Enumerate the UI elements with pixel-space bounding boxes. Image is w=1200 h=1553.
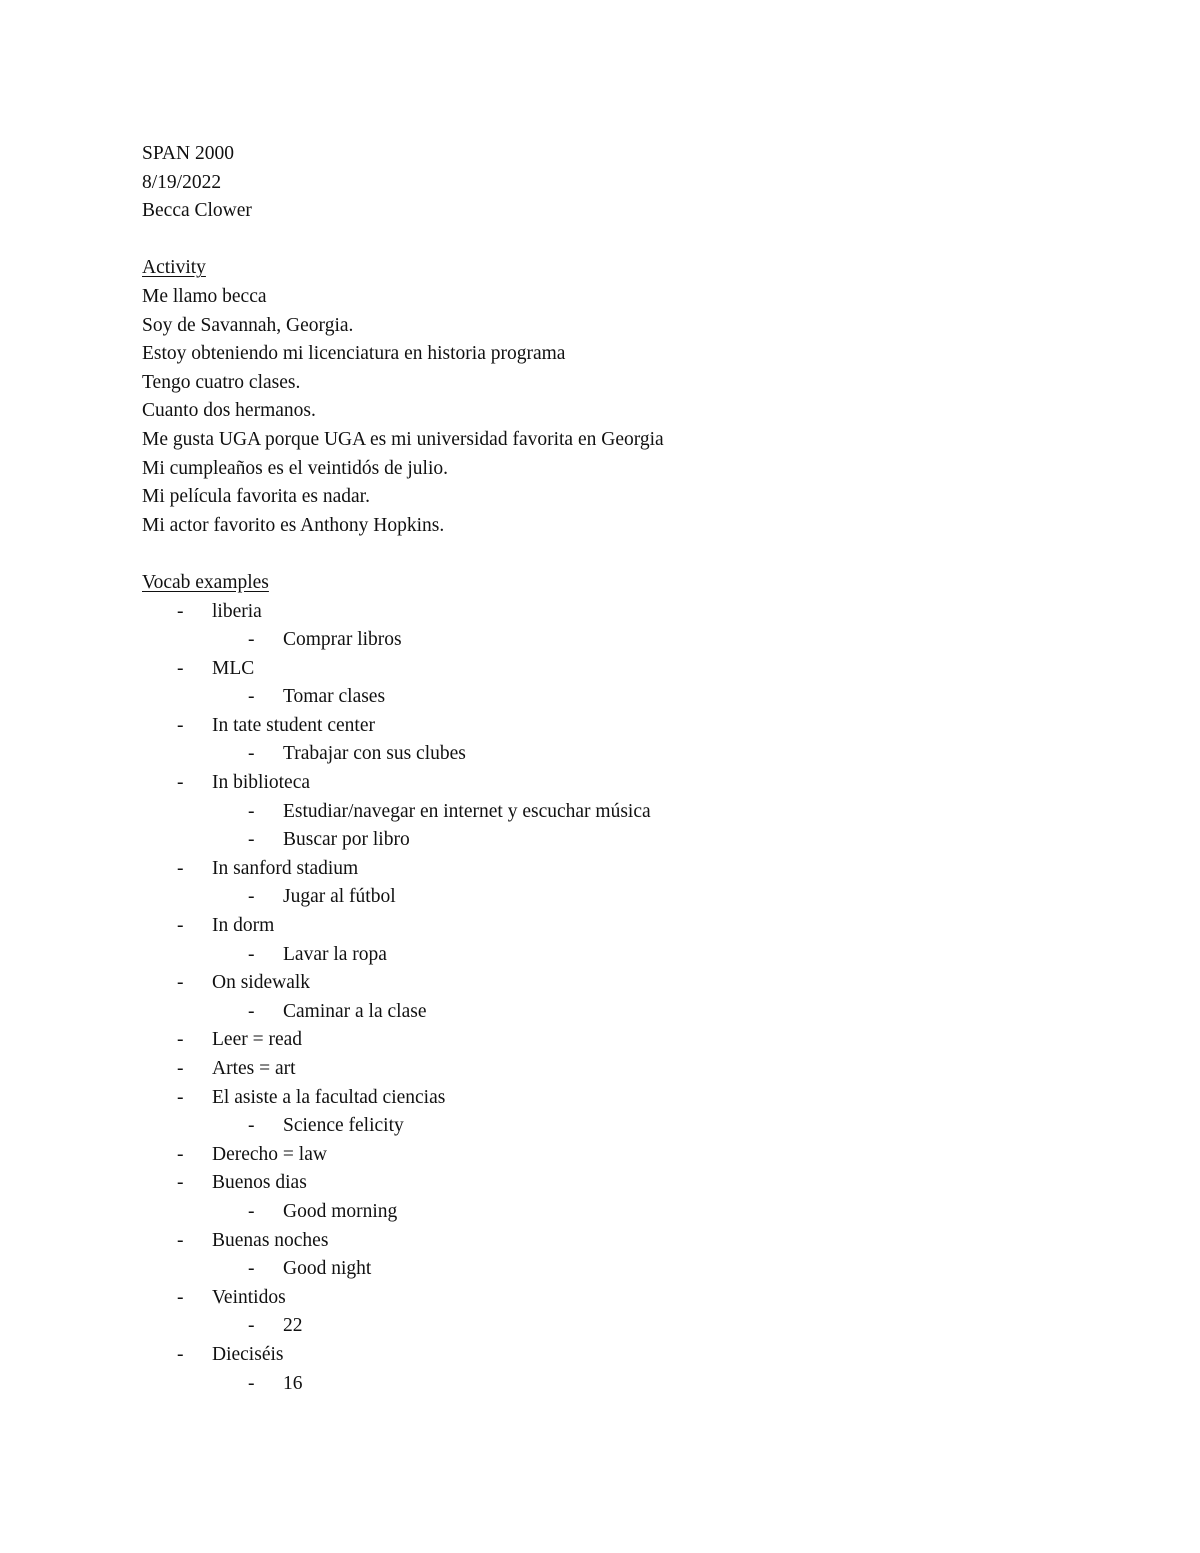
activity-line: Mi cumpleaños es el veintidós de julio. — [142, 457, 448, 479]
bullet-dash: - — [248, 886, 255, 908]
vocab-subitem — [142, 941, 1082, 970]
vocab-item — [142, 1284, 1082, 1313]
vocab-subitem-text: Estudiar/navegar en internet y escuchar música — [283, 800, 651, 822]
vocab-item — [142, 912, 1082, 941]
vocab-item — [142, 1055, 1082, 1084]
bullet-dash: - — [248, 943, 255, 965]
vocab-item — [142, 712, 1082, 741]
activity-line: Estoy obteniendo mi licenciatura en historia programa — [142, 343, 566, 365]
vocab-subitem-text: Trabajar con sus clubes — [283, 743, 466, 765]
vocab-list — [142, 598, 1082, 1399]
vocab-item-text: Buenos dias — [212, 1172, 307, 1194]
bullet-dash: - — [177, 1172, 184, 1194]
bullet-dash: - — [177, 600, 184, 622]
vocab-subitem — [142, 798, 1082, 827]
vocab-item — [142, 1341, 1082, 1370]
vocab-item — [142, 1026, 1082, 1055]
activity-line: Mi película favorita es nadar. — [142, 486, 370, 508]
vocab-subitem-text: Comprar libros — [283, 629, 402, 651]
activity-line: Me gusta UGA porque UGA es mi universidad favorita en Georgia — [142, 428, 664, 450]
vocab-item-text: In dorm — [212, 915, 275, 937]
vocab-item — [142, 1141, 1082, 1170]
vocab-subitem-text: Lavar la ropa — [283, 943, 387, 965]
activity-line: Soy de Savannah, Georgia. — [142, 314, 354, 336]
bullet-dash: - — [248, 1115, 255, 1137]
activity-lines — [142, 283, 1082, 540]
bullet-dash: - — [177, 857, 184, 879]
vocab-subitem — [142, 1312, 1082, 1341]
bullet-dash: - — [177, 1229, 184, 1251]
bullet-dash: - — [248, 629, 255, 651]
vocab-subitem — [142, 683, 1082, 712]
vocab-heading: Vocab examples — [142, 571, 269, 593]
vocab-subitem — [142, 1255, 1082, 1284]
bullet-dash: - — [177, 657, 184, 679]
bullet-dash: - — [177, 714, 184, 736]
bullet-dash: - — [248, 1000, 255, 1022]
bullet-dash: - — [248, 1258, 255, 1280]
vocab-item-text: Buenas noches — [212, 1229, 329, 1251]
vocab-item-text: Veintidos — [212, 1286, 286, 1308]
document-date: 8/19/2022 — [142, 171, 222, 193]
vocab-item-text: In biblioteca — [212, 772, 311, 794]
activity-line: Mi actor favorito es Anthony Hopkins. — [142, 514, 445, 536]
vocab-item-text: Artes = art — [212, 1058, 296, 1079]
bullet-dash: - — [177, 1143, 184, 1165]
vocab-item — [142, 598, 1082, 627]
vocab-subitem-text: Caminar a la clase — [283, 1000, 427, 1022]
vocab-item-text: Dieciséis — [212, 1343, 284, 1365]
vocab-subitem-text: Good night — [283, 1258, 372, 1280]
vocab-subitem — [142, 1370, 1082, 1399]
document-body — [142, 140, 1082, 1398]
vocab-subitem-text: Good morning — [283, 1200, 398, 1222]
bullet-dash: - — [177, 1029, 184, 1051]
bullet-dash: - — [177, 1058, 184, 1079]
vocab-subitem — [142, 740, 1082, 769]
vocab-subitem — [142, 883, 1082, 912]
vocab-item-text: In tate student center — [212, 714, 375, 736]
vocab-item — [142, 969, 1082, 998]
activity-line: Me llamo becca — [142, 285, 267, 307]
vocab-item-text: On sidewalk — [212, 972, 311, 994]
bullet-dash: - — [248, 800, 255, 822]
vocab-item — [142, 1084, 1082, 1113]
author-name: Becca Clower — [142, 200, 252, 222]
activity-line: Cuanto dos hermanos. — [142, 400, 316, 422]
vocab-item — [142, 855, 1082, 884]
bullet-dash: - — [248, 1372, 255, 1394]
bullet-dash: - — [248, 743, 255, 765]
blank-line — [142, 226, 1082, 255]
vocab-subitem — [142, 826, 1082, 855]
activity-heading: Activity — [142, 257, 206, 279]
vocab-subitem — [142, 1112, 1082, 1141]
bullet-dash: - — [177, 915, 184, 937]
bullet-dash: - — [177, 972, 184, 994]
vocab-item — [142, 769, 1082, 798]
vocab-subitem-text: 22 — [283, 1315, 303, 1337]
vocab-item-text: MLC — [212, 657, 255, 679]
bullet-dash: - — [177, 1286, 184, 1308]
bullet-dash: - — [177, 772, 184, 794]
vocab-item-text: Derecho = law — [212, 1143, 327, 1165]
vocab-subitem-text: Buscar por libro — [283, 829, 410, 851]
vocab-item — [142, 1227, 1082, 1256]
bullet-dash: - — [248, 686, 255, 708]
bullet-dash: - — [177, 1343, 184, 1365]
vocab-item-text: liberia — [212, 600, 262, 622]
vocab-item-text: El asiste a la facultad ciencias — [212, 1086, 446, 1108]
vocab-item — [142, 1169, 1082, 1198]
bullet-dash: - — [248, 829, 255, 851]
blank-line — [142, 540, 1082, 569]
vocab-subitem — [142, 998, 1082, 1027]
vocab-subitem-text: 16 — [283, 1372, 303, 1394]
vocab-subitem — [142, 626, 1082, 655]
vocab-subitem-text: Jugar al fútbol — [283, 886, 396, 908]
vocab-subitem-text: Tomar clases — [283, 686, 386, 708]
vocab-subitem — [142, 1198, 1082, 1227]
bullet-dash: - — [248, 1315, 255, 1337]
course-code: SPAN 2000 — [142, 143, 234, 164]
bullet-dash: - — [177, 1086, 184, 1108]
vocab-subitem-text: Science felicity — [283, 1115, 404, 1137]
vocab-item — [142, 655, 1082, 684]
vocab-item-text: In sanford stadium — [212, 857, 359, 879]
bullet-dash: - — [248, 1200, 255, 1222]
vocab-item-text: Leer = read — [212, 1029, 303, 1051]
activity-line: Tengo cuatro clases. — [142, 371, 301, 393]
